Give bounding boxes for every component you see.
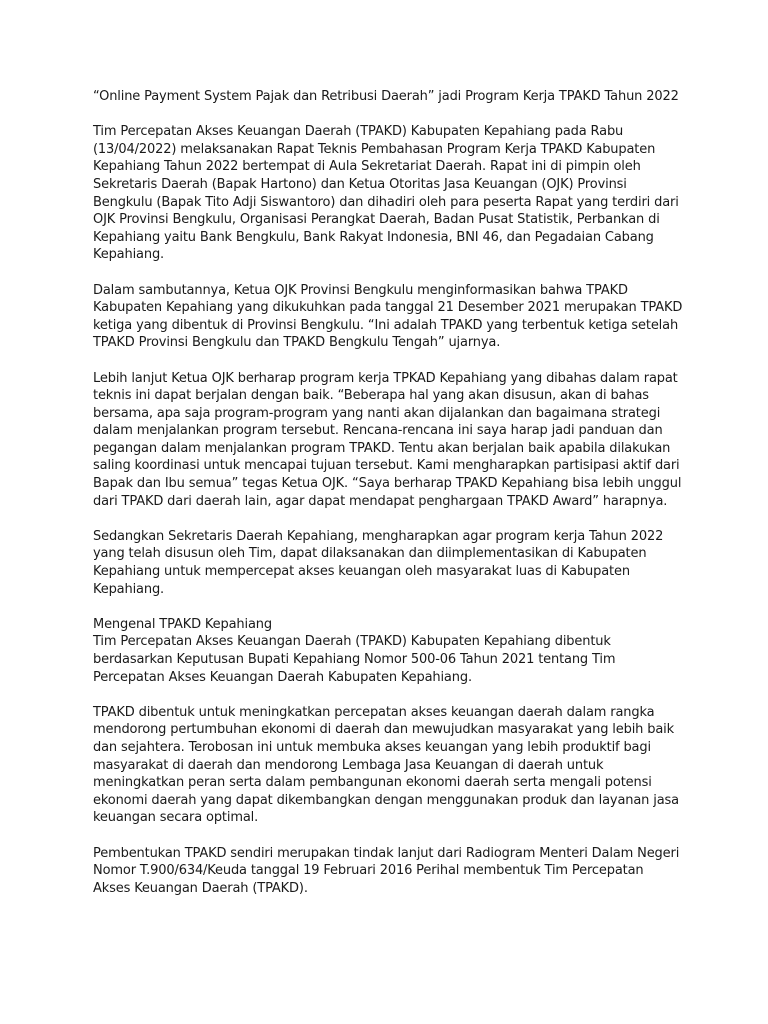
document-page bbox=[93, 88, 683, 915]
document-title: “Online Payment System Pajak dan Retribusi Daerah” jadi Program Kerja TPAKD Tahun 2022 bbox=[93, 89, 679, 104]
paragraph-sekda-hopes: Sedangkan Sekretaris Daerah Kepahiang, mengharapkan agar program kerja Tahun 2022 yang telah disusun oleh Tim, dapat dilaksanakan dan diimplementasikan di Kabupaten Kepahiang untuk mempercepat akses keuangan oleh masyarakat luas di Kabupaten Kepahiang. bbox=[93, 528, 664, 597]
paragraph-ojk-hopes: Lebih lanjut Ketua OJK berharap program kerja TPKAD Kepahiang yang dibahas dalam rapat teknis ini dapat berjalan dengan baik. “Beberapa hal yang akan disusun, akan di bahas bersama, apa saja program-program yang nanti akan dijalankan dan bagaimana strategi dalam menjalankan program tersebut. Rencana-rencana ini saya harap jadi panduan dan pegangan dalam menjalankan program TPAKD. Tentu akan berjalan baik apabila dilakukan saling koordinasi untuk mencapai tujuan tersebut. Kami mengharapkan partisipasi aktif dari Bapak dan Ibu semua” tegas Ketua OJK. “Saya berharap TPAKD Kepahiang bisa lebih unggul dari TPAKD dari daerah lain, agar dapat mendapat penghargaan TPAKD Award” harapnya. bbox=[93, 370, 682, 509]
paragraph-tpakd-origin: Pembentukan TPAKD sendiri merupakan tindak lanjut dari Radiogram Menteri Dalam Negeri Nomor T.900/634/Keuda tanggal 19 Februari 2016 Perihal membentuk Tim Percepatan Akses Keuangan Daerah (TPAKD). bbox=[93, 845, 680, 896]
paragraph-intro: Tim Percepatan Akses Keuangan Daerah (TPAKD) Kabupaten Kepahiang pada Rabu (13/04/2022) melaksanakan Rapat Teknis Pembahasan Program Kerja TPAKD Kabupaten Kepahiang Tahun 2022 bertempat di Aula Sekretariat Daerah. Rapat ini di pimpin oleh Sekretaris Daerah (Bapak Hartono) dan Ketua Otoritas Jasa Keuangan (OJK) Provinsi Bengkulu (Bapak Tito Adji Siswantoro) dan dihadiri oleh para peserta Rapat yang terdiri dari OJK Provinsi Bengkulu, Organisasi Perangkat Daerah, Badan Pusat Statistik, Perbankan di Kepahiang yaitu Bank Bengkulu, Bank Rakyat Indonesia, BNI 46, dan Pegadaian Cabang Kepahiang. bbox=[93, 124, 679, 263]
paragraph-tpakd-purpose: TPAKD dibentuk untuk meningkatkan percepatan akses keuangan daerah dalam rangka mendorong pertumbuhan ekonomi di daerah dan mewujudkan masyarakat yang lebih baik dan sejahtera. Terobosan ini untuk membuka akses keuangan yang lebih produktif bagi masyarakat di daerah dan mendorong Lembaga Jasa Keuangan di daerah untuk meningkatkan peran serta dalam pembangunan ekonomi daerah serta mengali potensi ekonomi daerah yang dapat dikembangkan dengan menggunakan produk dan layanan jasa keuangan secara optimal. bbox=[93, 704, 679, 826]
paragraph-about-tpakd: Mengenal TPAKD Kepahiang Tim Percepatan Akses Keuangan Daerah (TPAKD) Kabupaten Kepahiang dibentuk berdasarkan Keputusan Bupati Kepahiang Nomor 500-06 Tahun 2021 tentang Tim Percepatan Akses Keuangan Daerah Kabupaten Kepahiang. bbox=[93, 616, 616, 685]
paragraph-ojk-remarks: Dalam sambutannya, Ketua OJK Provinsi Bengkulu menginformasikan bahwa TPAKD Kabupaten Kepahiang yang dikukuhkan pada tanggal 21 Desember 2021 merupakan TPAKD ketiga yang dibentuk di Provinsi Bengkulu. “Ini adalah TPAKD yang terbentuk ketiga setelah TPAKD Provinsi Bengkulu dan TPAKD Bengkulu Tengah” ujarnya. bbox=[93, 282, 683, 351]
